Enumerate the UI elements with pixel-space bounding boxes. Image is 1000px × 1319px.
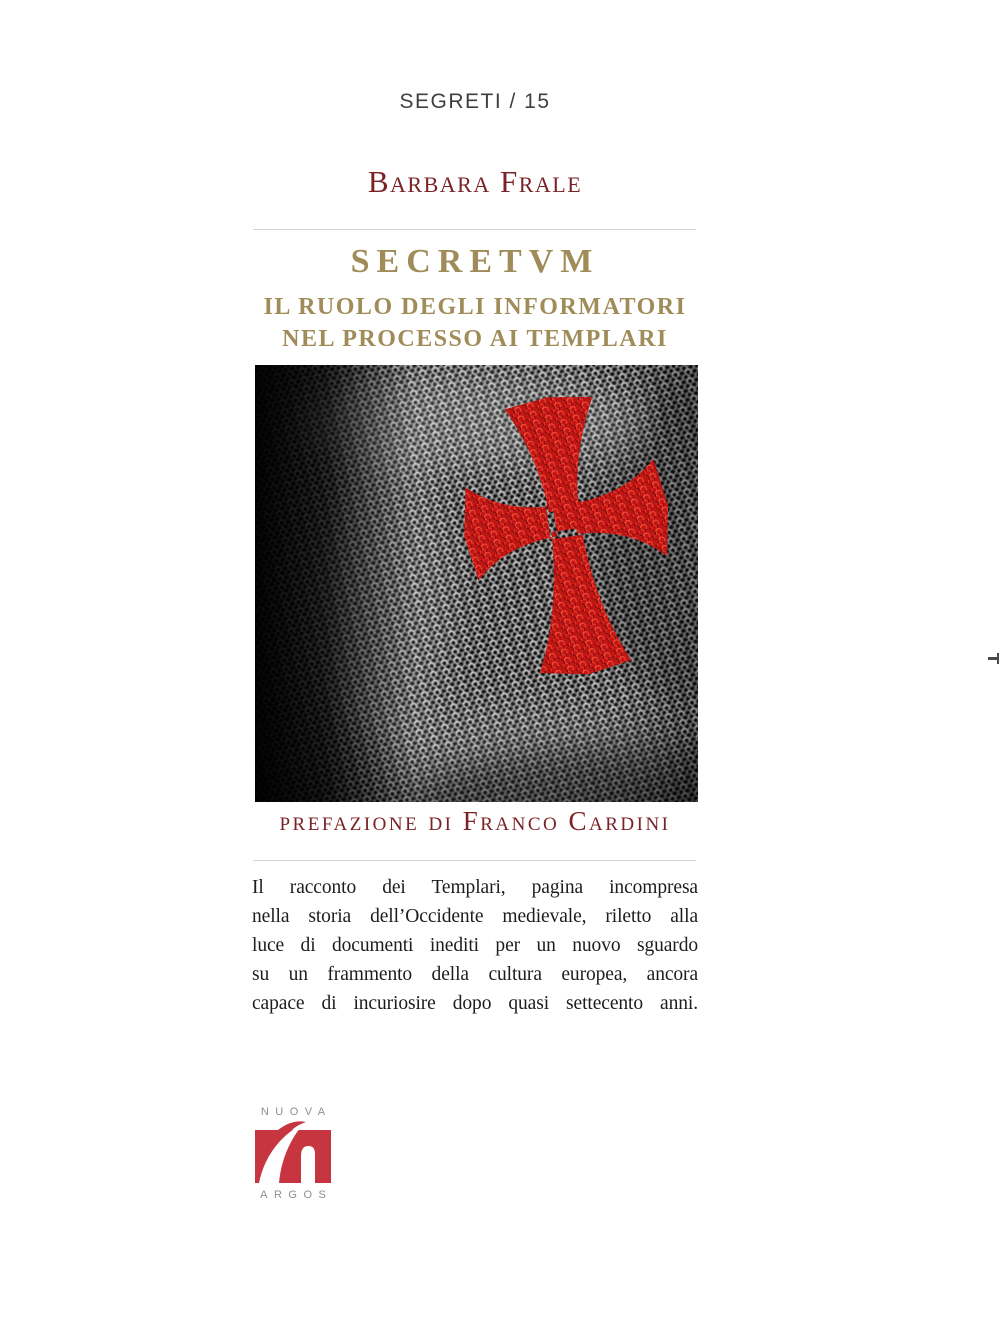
blurb-line-5: capace di incuriosire dopo quasi settecento anni. bbox=[252, 993, 698, 1014]
series-label: SEGRETI / 15 bbox=[399, 90, 551, 113]
blurb-line-2: nella storia dell’Occidente medievale, riletto alla bbox=[252, 906, 698, 927]
divider-line-top bbox=[253, 229, 696, 230]
chainmail-cross-illustration bbox=[255, 365, 698, 802]
preface-credit: prefazione di Franco Cardini bbox=[279, 806, 671, 836]
publisher-name-top: NUOVA bbox=[260, 1106, 332, 1118]
author-name: Barbara Frale bbox=[367, 164, 583, 199]
logo-arch-cutout bbox=[301, 1146, 315, 1183]
book-subtitle-line-2: NEL PROCESSO AI TEMPLARI bbox=[282, 326, 668, 352]
blurb-line-4: su un frammento della cultura europea, ancora bbox=[252, 964, 698, 985]
cover-photo bbox=[255, 365, 698, 802]
divider-line-bottom bbox=[253, 860, 696, 861]
publisher-name-bottom: ARGOS bbox=[260, 1189, 333, 1201]
vignette-overlay bbox=[255, 365, 698, 802]
blurb-line-1: Il racconto dei Templari, pagina incompresa bbox=[252, 877, 698, 898]
book-subtitle bbox=[252, 291, 698, 355]
right-edge-marker-tick bbox=[997, 653, 999, 664]
blurb-line-3: luce di documenti inediti per un nuovo sguardo bbox=[252, 935, 698, 956]
back-blurb bbox=[252, 873, 698, 1018]
nuova-argos-logo-mark bbox=[254, 1121, 332, 1185]
book-title: SECRETVM bbox=[350, 243, 600, 280]
publisher-logo bbox=[254, 1106, 332, 1201]
book-subtitle-line-1: IL RUOLO DEGLI INFORMATORI bbox=[263, 294, 687, 320]
